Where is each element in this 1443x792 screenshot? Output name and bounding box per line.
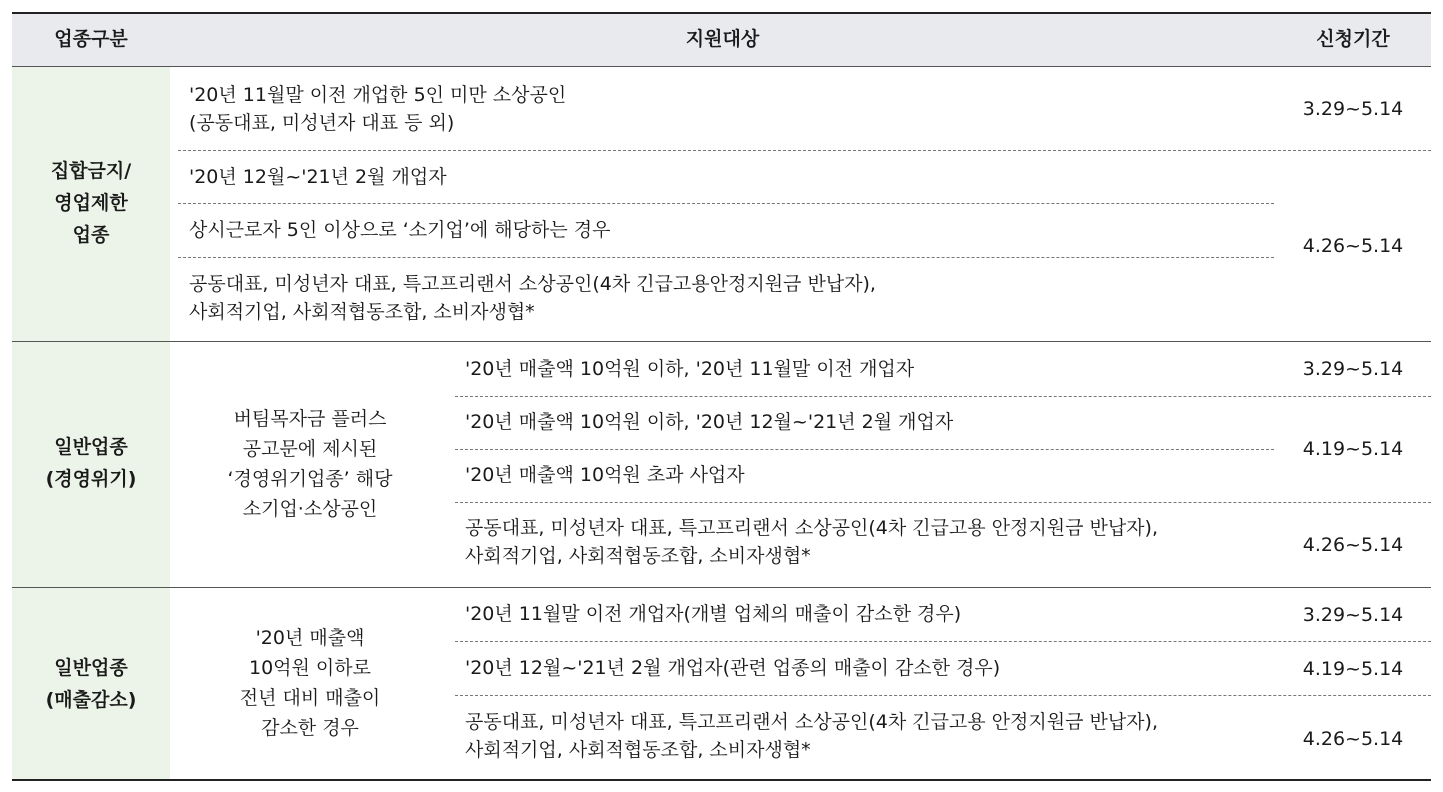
period-cell: 4.26~5.14 [1302, 534, 1404, 556]
target-row: '20년 매출액 10억원 이하, '20년 11월말 이전 개업자 [465, 358, 915, 380]
period-cell: 3.29~5.14 [1302, 98, 1404, 120]
table-bottom-border [12, 779, 1431, 781]
table-top-border [12, 12, 1431, 14]
header-category: 업종구분 [54, 28, 128, 50]
section-divider [12, 587, 1431, 588]
row-divider [455, 449, 1274, 450]
group-cell: '20년 매출액 10억원 이하로 전년 대비 매출이 감소한 경우 [239, 627, 381, 739]
period-cell: 4.26~5.14 [1302, 728, 1404, 750]
target-row: '20년 11월말 이전 개업한 5인 미만 소상공인 (공동대표, 미성년자 대표 등 외) [189, 84, 567, 134]
row-divider [178, 150, 1431, 151]
period-cell: 3.29~5.14 [1302, 604, 1404, 626]
row-divider [178, 203, 1274, 204]
header-target: 지원대상 [685, 28, 760, 50]
row-divider [455, 695, 1431, 696]
target-row: 공동대표, 미성년자 대표, 특고프리랜서 소상공인(4차 긴급고용 안정지원금 반납자), 사회적기업, 사회적협동조합, 소비자생협* [465, 711, 1158, 761]
target-row: '20년 12월~'21년 2월 개업자 [189, 166, 447, 188]
target-row: '20년 12월~'21년 2월 개업자(관련 업종의 매출이 감소한 경우) [465, 657, 1001, 679]
target-row: '20년 매출액 10억원 초과 사업자 [465, 464, 745, 486]
period-cell: 4.19~5.14 [1302, 438, 1404, 460]
group-cell: 버팀목자금 플러스 공고문에 제시된 ‘경영위기업종’ 해당 소기업·소상공인 [227, 408, 393, 520]
period-cell: 4.26~5.14 [1302, 235, 1404, 257]
target-row: 상시근로자 5인 이상으로 ‘소기업’에 해당하는 경우 [189, 219, 611, 241]
header-divider [12, 66, 1431, 67]
period-cell: 4.19~5.14 [1302, 658, 1404, 680]
row-divider [455, 641, 1431, 642]
target-row: '20년 11월말 이전 개업자(개별 업체의 매출이 감소한 경우) [465, 603, 962, 625]
target-row: '20년 매출액 10억원 이하, '20년 12월~'21년 2월 개업자 [465, 411, 954, 433]
target-row: 공동대표, 미성년자 대표, 특고프리랜서 소상공인(4차 긴급고용안정지원금 반납자), 사회적기업, 사회적협동조합, 소비자생협* [189, 273, 876, 323]
row-divider [178, 257, 1274, 258]
category-cell: 집합금지/ 영업제한 업종 [50, 160, 132, 246]
row-divider [455, 396, 1431, 397]
header-period: 신청기간 [1316, 28, 1390, 50]
section-divider [12, 341, 1431, 342]
category-cell: 일반업종 (경영위기) [45, 436, 137, 490]
category-cell: 일반업종 (매출감소) [45, 657, 137, 711]
period-cell: 3.29~5.14 [1302, 358, 1404, 380]
target-row: 공동대표, 미성년자 대표, 특고프리랜서 소상공인(4차 긴급고용 안정지원금 반납자), 사회적기업, 사회적협동조합, 소비자생협* [465, 517, 1158, 567]
row-divider [455, 502, 1431, 503]
